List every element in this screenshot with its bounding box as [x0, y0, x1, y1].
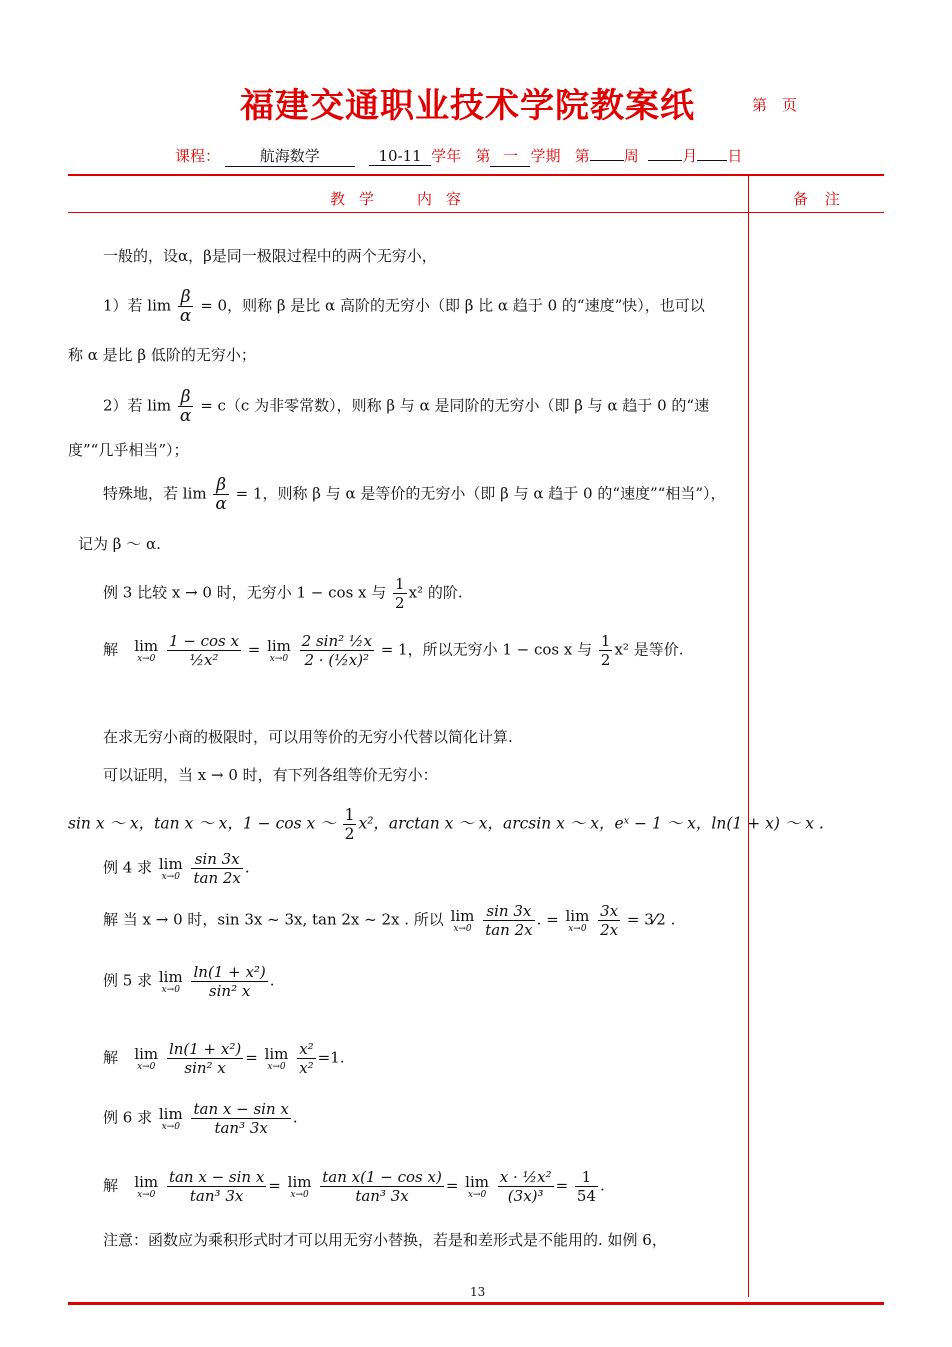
def3-suffix: = 1，则称 β 与 α 是等价的无穷小（即 β 与 α 趋于 0 的“速度”“相当”）， — [235, 484, 726, 503]
month-suffix: 月 — [682, 147, 698, 165]
equivalents-text: sin x ～ x，tan x ～ x，1 − cos x ～ — [68, 814, 336, 833]
note-line-2: 可以证明，当 x → 0 时，有下列各组等价无穷小： — [103, 766, 438, 784]
def3-prefix: 特殊地，若 lim — [103, 484, 207, 503]
example-3-text: 例 3 比较 x → 0 时，无穷小 1 − cos x 与 — [103, 583, 387, 602]
denominator: 2x — [600, 921, 619, 939]
denominator: α — [179, 306, 192, 326]
header-bottom-rule — [68, 212, 884, 213]
fraction-x2-x2 — [297, 1040, 315, 1077]
numerator: x² — [299, 1040, 314, 1058]
limit-operator — [159, 969, 183, 995]
numerator: 1 — [600, 632, 611, 650]
fraction-beta-alpha — [213, 476, 228, 513]
fraction-sin3x-tan2x — [483, 902, 534, 939]
page-number: 13 — [470, 1285, 486, 1299]
denominator: α — [215, 494, 227, 514]
solution-label: 解 — [103, 640, 119, 659]
numerator: 1 — [344, 806, 355, 824]
denominator: ½x² — [189, 651, 219, 669]
fraction-ln-over-sin2 — [191, 963, 267, 1000]
fraction-one-half — [393, 575, 407, 612]
fraction-one-half — [599, 632, 613, 669]
day-suffix: 日 — [727, 147, 743, 165]
numerator: 1 − cos x — [168, 632, 239, 650]
footer-rule — [68, 1302, 884, 1305]
month-blank — [648, 160, 682, 161]
lim-text: lim — [465, 1172, 489, 1191]
numerator: sin 3x — [483, 902, 534, 921]
fraction-tan-sin-over-tan3 — [191, 1100, 290, 1137]
fraction-3x-2x — [598, 902, 620, 939]
lim-text: lim — [158, 1104, 183, 1123]
solution-3-suffix: x² 是等价. — [614, 640, 684, 659]
numerator: 1 — [395, 575, 405, 593]
fraction-1-cos-over-half-x2 — [167, 632, 241, 669]
day-blank — [697, 160, 727, 161]
denominator: tan³ 3x — [189, 1187, 244, 1205]
numerator: ln(1 + x²) — [168, 1040, 242, 1058]
def2-suffix: = c（c 为非零常数），则称 β 与 α 是同阶的无穷小（即 β 与 α 趋于 0 的“速 — [200, 396, 710, 415]
definition-2 — [103, 388, 709, 425]
course-name: 航海数学 — [225, 145, 355, 167]
fraction-tan-1cos-over-tan3 — [320, 1168, 444, 1205]
denominator: sin² x — [208, 982, 251, 1000]
denominator: (3x)³ — [507, 1187, 544, 1205]
lim-subscript: x→0 — [161, 871, 180, 882]
school-year: 10-11 — [369, 147, 431, 166]
example-4-text: 例 4 求 — [103, 858, 153, 877]
example-4: 例 4 求 lim x→0 $\frac{\sin 3x}{\tan 2x}$ . — [103, 850, 250, 887]
caution-line: 注意：函数应为乘积形式时才可以用无穷小替换，若是和差形式是不能用的. 如例 6， — [103, 1231, 667, 1249]
course-line — [175, 145, 742, 167]
limit-operator — [288, 1174, 312, 1200]
example-6-text: 例 6 求 — [103, 1108, 153, 1127]
fraction-beta-alpha — [178, 288, 193, 325]
definition-1 — [103, 288, 705, 325]
result-one: =1. — [317, 1048, 345, 1067]
note-line-1: 在求无穷小商的极限时，可以用等价的无穷小代替以简化计算. — [103, 728, 513, 746]
lim-subscript: x→0 — [161, 984, 180, 995]
denominator: x² — [299, 1059, 314, 1077]
lim-text: lim — [134, 1172, 159, 1191]
lim-text: lim — [134, 1044, 159, 1063]
def1-suffix: = 0，则称 β 是比 α 高阶的无穷小（即 β 比 α 趋于 0 的“速度”快），也可以 — [200, 296, 705, 315]
lim-text: lim — [134, 636, 159, 655]
year-suffix: 学年 — [431, 147, 462, 165]
notes-column-divider — [748, 175, 749, 1297]
fraction-beta-alpha — [178, 388, 193, 425]
solution-3-text: = 1，所以无穷小 1 − cos x 与 — [380, 640, 593, 659]
lim-text: lim — [158, 967, 183, 986]
solution-label: 解 — [103, 1048, 119, 1067]
lim-subscript: x→0 — [453, 923, 472, 934]
example-5-text: 例 5 求 — [103, 971, 153, 990]
equivalents-line — [68, 806, 824, 843]
example-6: 例 6 求 lim x→0 $\frac{\text{tan x − sin x}}{\text{tan³ 3x}}$ . — [103, 1100, 298, 1137]
fraction-one-half — [343, 806, 357, 843]
text-line-7: 记为 β ～ α. — [78, 535, 161, 553]
solution-6: 解 lim x→0 $\frac{\text{tan x − sin x}}{\text{tan³ 3x}}$ = lim x→0 $\frac{\text{tan x(1 − cos x)}}{\text{tan³ 3x}}$ = lim x→0 $\frac{\text{x · ½x²}}{\text{(3x)³}}$ = $\frac{1}{54}$ . — [103, 1168, 605, 1205]
numerator: 3x — [600, 902, 619, 920]
column-notes-heading: 备 注 — [793, 190, 846, 208]
lim-subscript: x→0 — [137, 653, 156, 664]
lim-subscript: x→0 — [161, 1121, 180, 1132]
text-line-3: 称 α 是比 β 低阶的无穷小； — [68, 346, 256, 364]
fraction-x-half-x2-over-cube — [498, 1168, 554, 1205]
denominator: tan 2x — [485, 921, 533, 939]
numerator: 2 sin² ½x — [301, 632, 372, 650]
definition-3 — [103, 476, 726, 513]
limit-operator — [134, 1046, 158, 1072]
numerator: β — [178, 288, 193, 307]
text-line-5: 度”“几乎相当”）； — [68, 441, 189, 459]
limit-operator — [159, 856, 183, 882]
lim-text: lim — [158, 854, 183, 873]
denominator: 2 — [600, 651, 611, 669]
document-title: 福建交通职业技术学院教案纸 — [240, 86, 695, 126]
lim-subscript: x→0 — [290, 1189, 309, 1200]
week-suffix: 周 — [623, 147, 639, 165]
limit-operator — [134, 638, 158, 664]
lim-subscript: x→0 — [137, 1061, 156, 1072]
column-content-heading: 教学 内容 — [330, 190, 476, 208]
fraction-ln-over-sin2 — [167, 1040, 243, 1077]
numerator: β — [178, 388, 193, 407]
solution-5: 解 lim x→0 $\frac{\text{ln(1 + x²)}}{\text{sin² x}}$ = lim x→0 $\frac{\text{x²}}{\text{x²}}$ =1. — [103, 1040, 345, 1077]
denominator: α — [179, 406, 192, 426]
header-top-rule — [68, 174, 884, 176]
def1-prefix: 1）若 lim — [103, 296, 172, 315]
denominator: 54 — [576, 1187, 596, 1205]
lim-subscript: x→0 — [568, 923, 587, 934]
fraction-sin3x-tan2x — [191, 850, 242, 887]
lim-text: lim — [264, 1044, 289, 1063]
lim-subscript: x→0 — [269, 653, 289, 664]
lim-subscript: x→0 — [137, 1189, 156, 1200]
numerator: tan x(1 − cos x) — [322, 1168, 442, 1186]
limit-operator — [134, 1174, 158, 1200]
lim-subscript: x→0 — [267, 1061, 286, 1072]
solution-label: 解 — [103, 1176, 119, 1195]
example-5: 例 5 求 lim x→0 $\frac{\text{ln(1 + x²)}}{\text{sin² x}}$ . — [103, 963, 275, 1000]
limit-operator — [565, 908, 589, 934]
numerator: sin 3x — [191, 850, 242, 869]
lim-subscript: x→0 — [467, 1189, 487, 1200]
def2-prefix: 2）若 lim — [103, 396, 172, 415]
limit-operator — [265, 1046, 289, 1072]
page-label: 第 页 — [752, 96, 798, 114]
example-3-suffix: x² 的阶. — [408, 583, 463, 602]
solution-3: 解 lim x→0 $\frac{\text{1 − cos x}}{\text{½x²}}$ = lim x→0 $\frac{\text{2 sin² ½x}}{\text{2 · (½x)²}}$ = 1，所以无穷小 1 − cos x 与 $\frac{1}{2}$ x² 是等价. — [103, 632, 684, 669]
equivalents-suffix: x²，arctan x ～ x，arcsin x ～ x，eˣ − 1 ～ x，ln(1 + x) ～ x . — [358, 814, 824, 833]
text-line-1: 一般的，设α，β是同一极限过程中的两个无穷小， — [103, 247, 437, 265]
limit-operator — [267, 638, 291, 664]
example-3 — [103, 575, 463, 612]
lim-text: lim — [565, 906, 590, 925]
numerator: tan x − sin x — [168, 1168, 265, 1186]
solution-4-text: 解 当 x → 0 时，sin 3x ~ 3x, tan 2x ~ 2x . 所以 — [103, 910, 444, 929]
fraction-1-over-54 — [575, 1168, 598, 1205]
denominator: tan³ 3x — [355, 1187, 409, 1205]
limit-operator — [451, 908, 475, 934]
limit-operator — [465, 1174, 489, 1200]
lim-text: lim — [287, 1172, 312, 1191]
numerator: x · ½x² — [499, 1168, 552, 1186]
ratio-result: = 3⁄2 — [626, 910, 666, 929]
lim-text: lim — [267, 636, 291, 655]
solution-4: 解 当 x → 0 时，sin 3x ~ 3x, tan 2x ~ 2x . 所以 lim x→0 $\frac{\sin 3x}{\tan 2x}$ . = lim x→0 $\frac{3x}{2x}$ = 3⁄2 . — [103, 902, 676, 939]
numerator: β — [213, 476, 228, 495]
numerator: 1 — [575, 1168, 598, 1187]
fraction-2sin2-over-2dot — [300, 632, 374, 669]
course-label: 课程： — [175, 147, 221, 165]
denominator: tan 2x — [193, 869, 241, 887]
limit-operator — [159, 1106, 183, 1132]
numerator: ln(1 + x²) — [193, 963, 266, 981]
denominator: tan³ 3x — [214, 1119, 268, 1137]
fraction-tan-sin-over-tan3 — [167, 1168, 266, 1205]
denominator: sin² x — [184, 1059, 226, 1077]
denominator: 2 — [344, 825, 355, 843]
week-prefix: 第 — [574, 147, 590, 165]
week-blank — [590, 160, 624, 161]
term-value: 一 — [490, 145, 530, 167]
term-prefix: 第 — [475, 147, 491, 165]
lim-text: lim — [450, 906, 475, 925]
denominator: 2 · (½x)² — [304, 651, 370, 669]
denominator: 2 — [395, 594, 405, 612]
term-suffix: 学期 — [530, 147, 561, 165]
numerator: tan x − sin x — [193, 1100, 289, 1118]
